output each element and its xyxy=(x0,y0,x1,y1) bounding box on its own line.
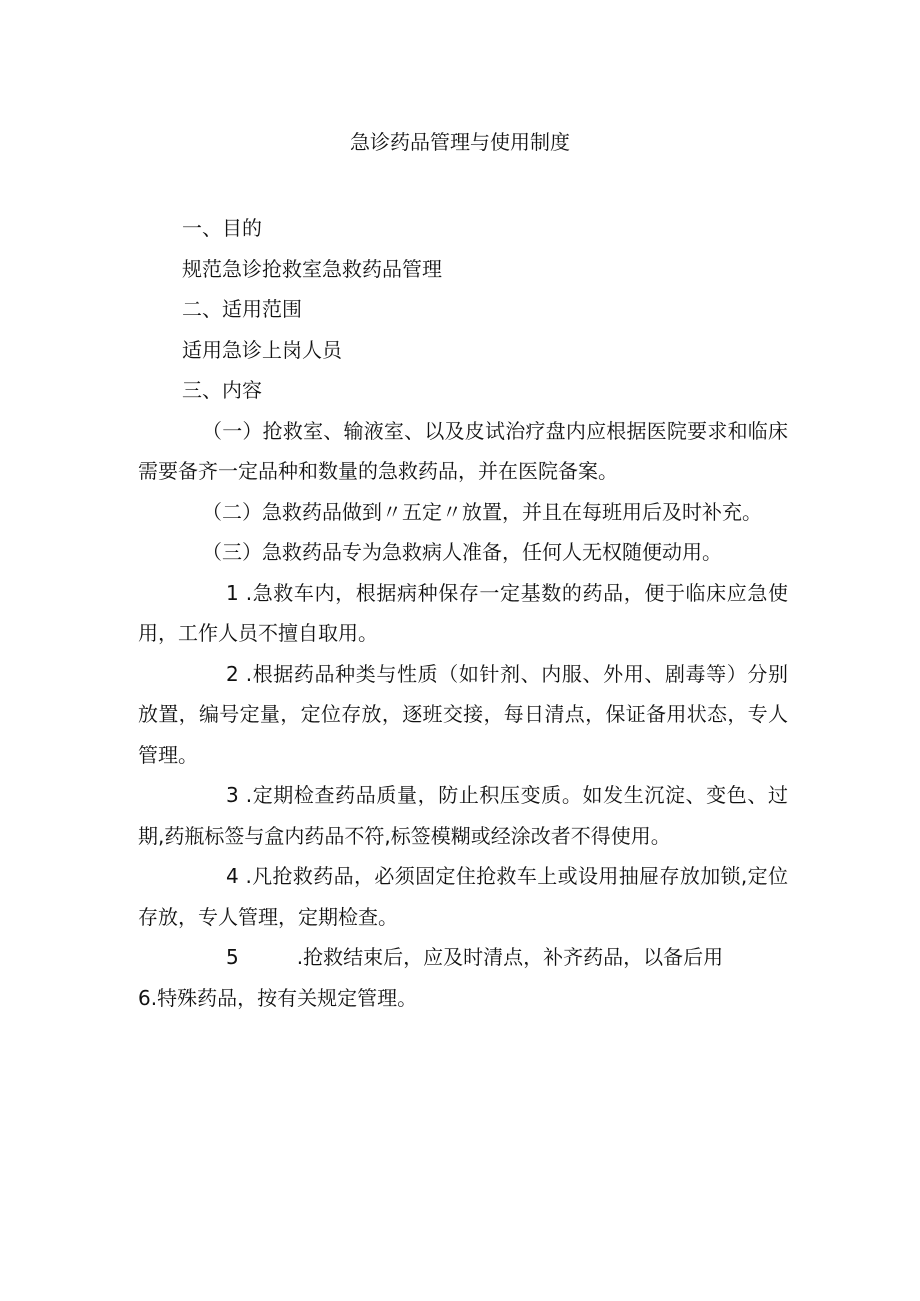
paragraph-2: （二）急救药品做到〃五定〃放置，并且在每班用后及时补充。 xyxy=(202,499,762,524)
list-item-5 xyxy=(138,937,788,978)
section-heading-content: 三、内容 xyxy=(182,378,262,402)
section-text-scope: 适用急诊上岗人员 xyxy=(182,337,342,362)
document-title: 急诊药品管理与使用制度 xyxy=(350,130,570,154)
list-item-1-number: 1 xyxy=(226,580,239,605)
list-item-1-text: .急救车内，根据病种保存一定基数的药品，便于临床应急使用，工作人员不擅自取用。 xyxy=(138,580,789,645)
list-item-4 xyxy=(138,856,788,937)
list-item-2-text: .根据药品种类与性质（如针剂、内服、外用、剧毒等）分别放置，编号定量，定位存放，逐班交接，每日清点，保证备用状态，专人管理。 xyxy=(138,661,789,767)
section-heading-purpose: 一、目的 xyxy=(182,216,262,240)
section-heading-scope: 二、适用范围 xyxy=(182,297,302,321)
paragraph-3: （三）急救药品专为急救病人准备，任何人无权随便动用。 xyxy=(202,540,722,564)
list-item-4-number: 4 xyxy=(226,864,239,888)
list-item-5-text: .抢救结束后，应及时清点，补齐药品，以备后用 xyxy=(296,945,724,969)
list-item-2-number: 2 xyxy=(226,661,239,686)
list-item-3-text: .定期检查药品质量，防止积压变质。如发生沉淀、变色、过期,药瓶标签与盒内药品不符,标签模糊或经涂改者不得使用。 xyxy=(138,783,789,848)
list-item-2 xyxy=(138,654,788,776)
section-text-purpose: 规范急诊抢救室急救药品管理 xyxy=(182,256,442,281)
document-body xyxy=(138,208,788,1018)
list-item-4-text: .凡抢救药品，必须固定住抢救车上或设用抽屉存放加锁,定位存放，专人管理，定期检查。 xyxy=(138,864,789,929)
list-item-6: 6.特殊药品，按有关规定管理。 xyxy=(138,985,418,1010)
list-item-1 xyxy=(138,573,788,654)
list-item-5-number: 5 xyxy=(226,945,239,969)
list-item-3 xyxy=(138,775,788,856)
paragraph-1: （一）抢救室、输液室、以及皮试治疗盘内应根据医院要求和临床需要备齐一定品种和数量的急救药品，并在医院备案。 xyxy=(138,418,788,483)
list-item-3-number: 3 xyxy=(226,783,239,807)
